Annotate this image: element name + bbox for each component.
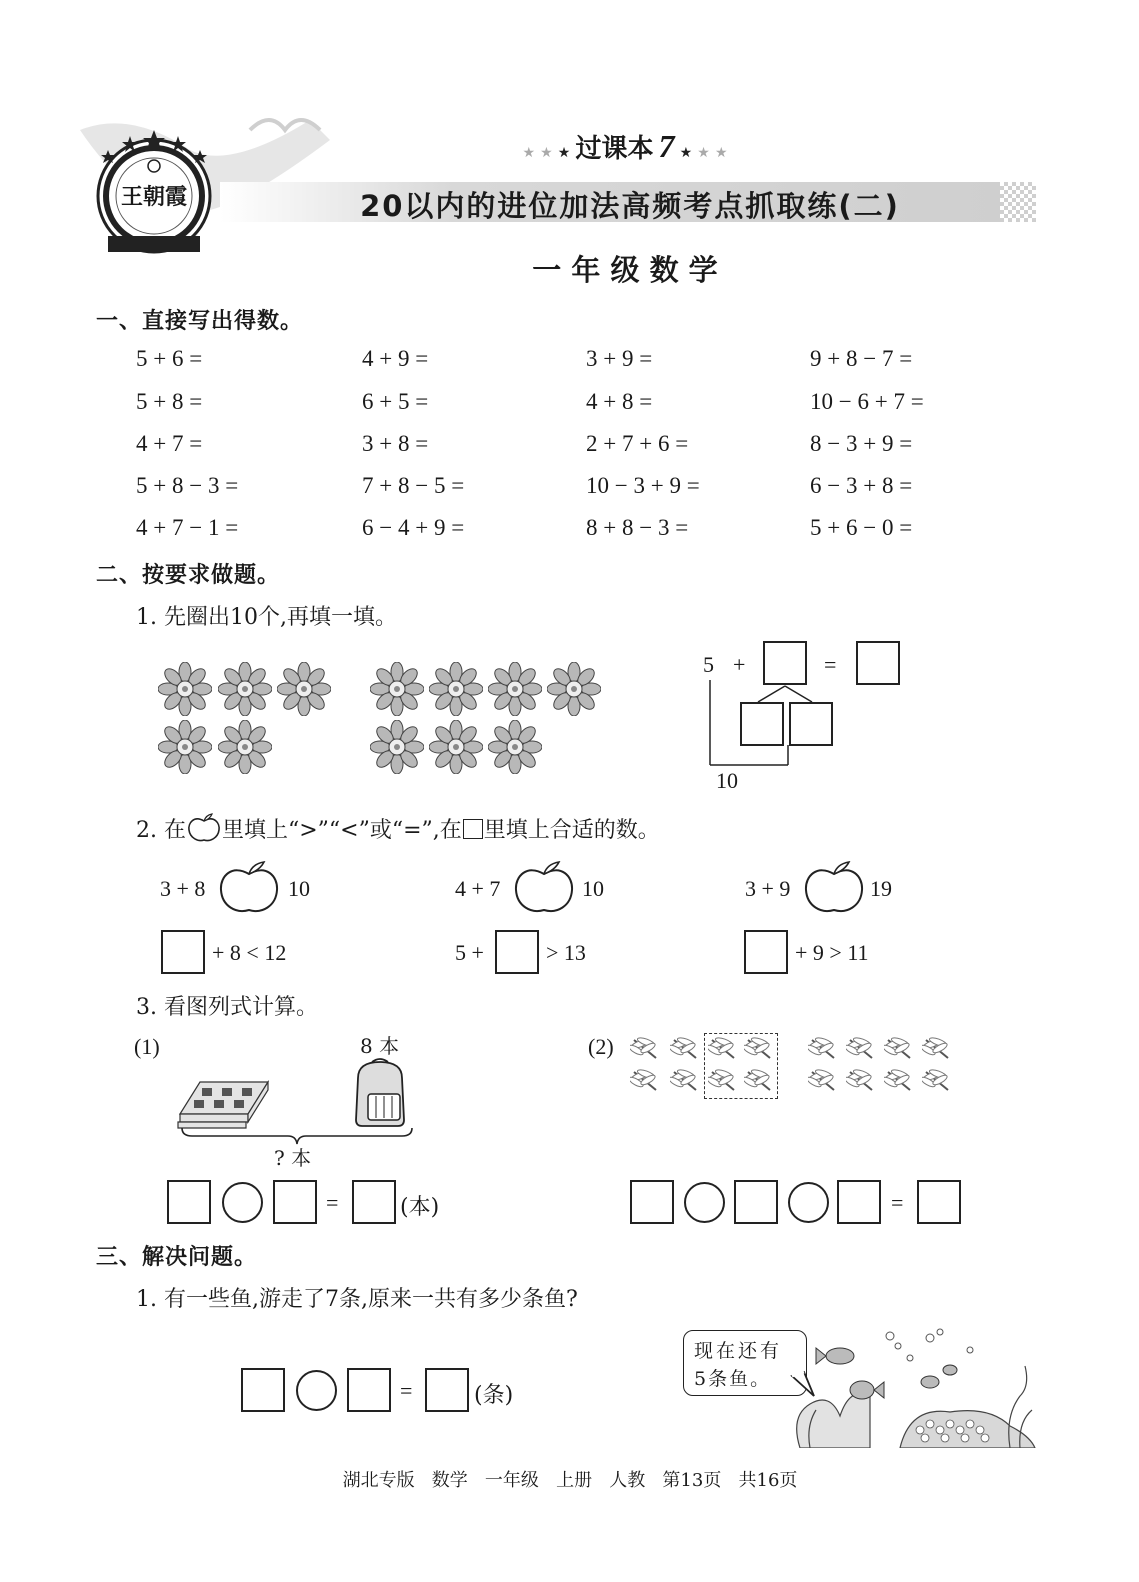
answer-box[interactable] [740,702,784,746]
question-2-2 [136,813,660,844]
expression: 3 + 8 = [362,431,429,456]
expression: 5 + 8 − 3 = [136,473,239,498]
star-icon: ★ [714,145,728,161]
plus-sign: + [733,652,746,677]
answer-box[interactable] [744,930,788,974]
part-2-label: (2) [588,1034,614,1059]
expression: 5 + 6 = [136,346,203,371]
expression: 7 + 8 − 5 = [362,473,465,498]
equals-sign: = [326,1190,339,1215]
footer: 湖北专版 数学 一年级 上册 人教 第13页 共16页 [342,1470,798,1491]
unit-label: (本) [400,1195,440,1220]
dragonfly-icon [846,1068,876,1094]
answer-box[interactable] [789,702,833,746]
fill-after: + 8 < 12 [212,940,287,965]
bubble-line-1: 现在还有 [694,1340,783,1362]
flower-icon [218,720,272,774]
expression: 4 + 7 − 1 = [136,515,239,540]
fill-after: + 9 > 11 [795,940,869,965]
expression: 3 + 9 = [586,346,653,371]
answer-box[interactable] [273,1180,317,1224]
compare-right: 10 [288,876,310,901]
compare-right: 19 [870,876,892,901]
star-icon: ★ [557,145,571,161]
q2-prefix: 2. 在 [136,818,186,843]
flower-icon [429,662,483,716]
unit-label: (条) [474,1383,514,1408]
small-box-icon [463,819,483,839]
dragonfly-icon [808,1068,838,1094]
checker-decoration [1000,182,1036,222]
logo [92,128,216,258]
answer-box[interactable] [734,1180,778,1224]
flower-icon [370,720,424,774]
section2-title: 二、按要求做题。 [96,563,281,588]
section3-title: 三、解决问题。 [96,1245,258,1270]
dragonfly-icon [630,1036,660,1062]
expression: 4 + 7 = [136,431,203,456]
books-icon [176,1074,272,1134]
answer-box[interactable] [630,1180,674,1224]
answer-box[interactable] [837,1180,881,1224]
badge-number: 7 [658,128,675,164]
dragonfly-icon [670,1036,700,1062]
expression: 5 + 8 = [136,389,203,414]
flower-icon [277,662,331,716]
apple-icon[interactable] [803,860,865,916]
fill-after: > 13 [546,940,586,965]
answer-box[interactable] [241,1368,285,1412]
dragonfly-icon [846,1036,876,1062]
expression: 6 + 5 = [362,389,429,414]
answer-box[interactable] [763,641,807,685]
flower-icon [488,662,542,716]
expression: 4 + 9 = [362,346,429,371]
expression: 10 − 6 + 7 = [810,389,924,414]
dashed-selection [704,1033,778,1099]
dragonfly-icon [884,1068,914,1094]
flower-icon [547,662,601,716]
main-title: 20以内的进位加法高频考点抓取练(二) [360,189,900,223]
expression: 10 − 3 + 9 = [586,473,700,498]
compare-right: 10 [582,876,604,901]
equals-sign: = [400,1378,413,1403]
q2-suffix: 里填上合适的数。 [483,818,660,843]
answer-box[interactable] [167,1180,211,1224]
answer-box[interactable] [856,641,900,685]
expression: 8 − 3 + 9 = [810,431,913,456]
apple-icon [186,813,222,843]
star-icon: ★ [522,145,536,161]
answer-box[interactable] [917,1180,961,1224]
star-icon: ★ [679,145,693,161]
star-icon: ★ [697,145,710,161]
part-1-label: (1) [134,1034,160,1059]
dragonfly-icon [922,1036,952,1062]
flower-icon [158,662,212,716]
dragonfly-icon [884,1036,914,1062]
dragonfly-icon [808,1036,838,1062]
expression: 9 + 8 − 7 = [810,346,913,371]
flower-icon [429,720,483,774]
section1-title: 一、直接写出得数。 [96,309,304,334]
q2-middle: 里填上“>”“<”或“=”,在 [221,818,462,843]
compare-left: 3 + 9 [745,876,791,901]
fill-before: 5 + [455,940,484,965]
bubble-line-2: 5条鱼。 [694,1368,772,1390]
answer-box[interactable] [352,1180,396,1224]
question-2-1: 1. 先圈出10个,再填一填。 [136,605,397,630]
operator-circle[interactable] [296,1370,337,1411]
answer-box[interactable] [347,1368,391,1412]
expression: 6 − 4 + 9 = [362,515,465,540]
bubble-tail [790,1370,820,1400]
header [0,0,1139,300]
dragonfly-icon [630,1068,660,1094]
compare-left: 3 + 8 [160,876,206,901]
badge-title [500,128,750,168]
backpack-icon [348,1058,412,1128]
badge-label: 过课本 [575,134,654,164]
part-1-top-label: 8 本 [360,1034,400,1058]
expression: 8 + 8 − 3 = [586,515,689,540]
part-1-bottom-label: ? 本 [274,1146,312,1170]
expression: 6 − 3 + 8 = [810,473,913,498]
question-3-1: 1. 有一些鱼,游走了7条,原来一共有多少条鱼? [136,1287,578,1312]
star-icon: ★ [540,145,553,161]
flower-icon [370,662,424,716]
apple-icon[interactable] [218,860,280,916]
logo-text: 王朝霞 [120,184,187,210]
answer-box[interactable] [495,930,539,974]
operator-circle[interactable] [684,1182,725,1223]
apple-icon[interactable] [513,860,575,916]
answer-box[interactable] [425,1368,469,1412]
flower-icon [488,720,542,774]
compare-left: 4 + 7 [455,876,501,901]
expression: 4 + 8 = [586,389,653,414]
answer-box[interactable] [161,930,205,974]
addend-five: 5 [703,652,714,677]
dragonfly-icon [670,1068,700,1094]
operator-circle[interactable] [788,1182,829,1223]
dragonfly-icon [922,1068,952,1094]
equals-sign: = [891,1190,904,1215]
question-2-3: 3. 看图列式计算。 [136,995,318,1020]
ten-label: 10 [716,768,738,793]
flower-icon [218,662,272,716]
equals-sign: = [824,652,837,677]
expression: 5 + 6 − 0 = [810,515,913,540]
subtitle: 一 年 级 数 学 [532,253,718,287]
expression: 2 + 7 + 6 = [586,431,689,456]
flower-icon [158,720,212,774]
operator-circle[interactable] [222,1182,263,1223]
